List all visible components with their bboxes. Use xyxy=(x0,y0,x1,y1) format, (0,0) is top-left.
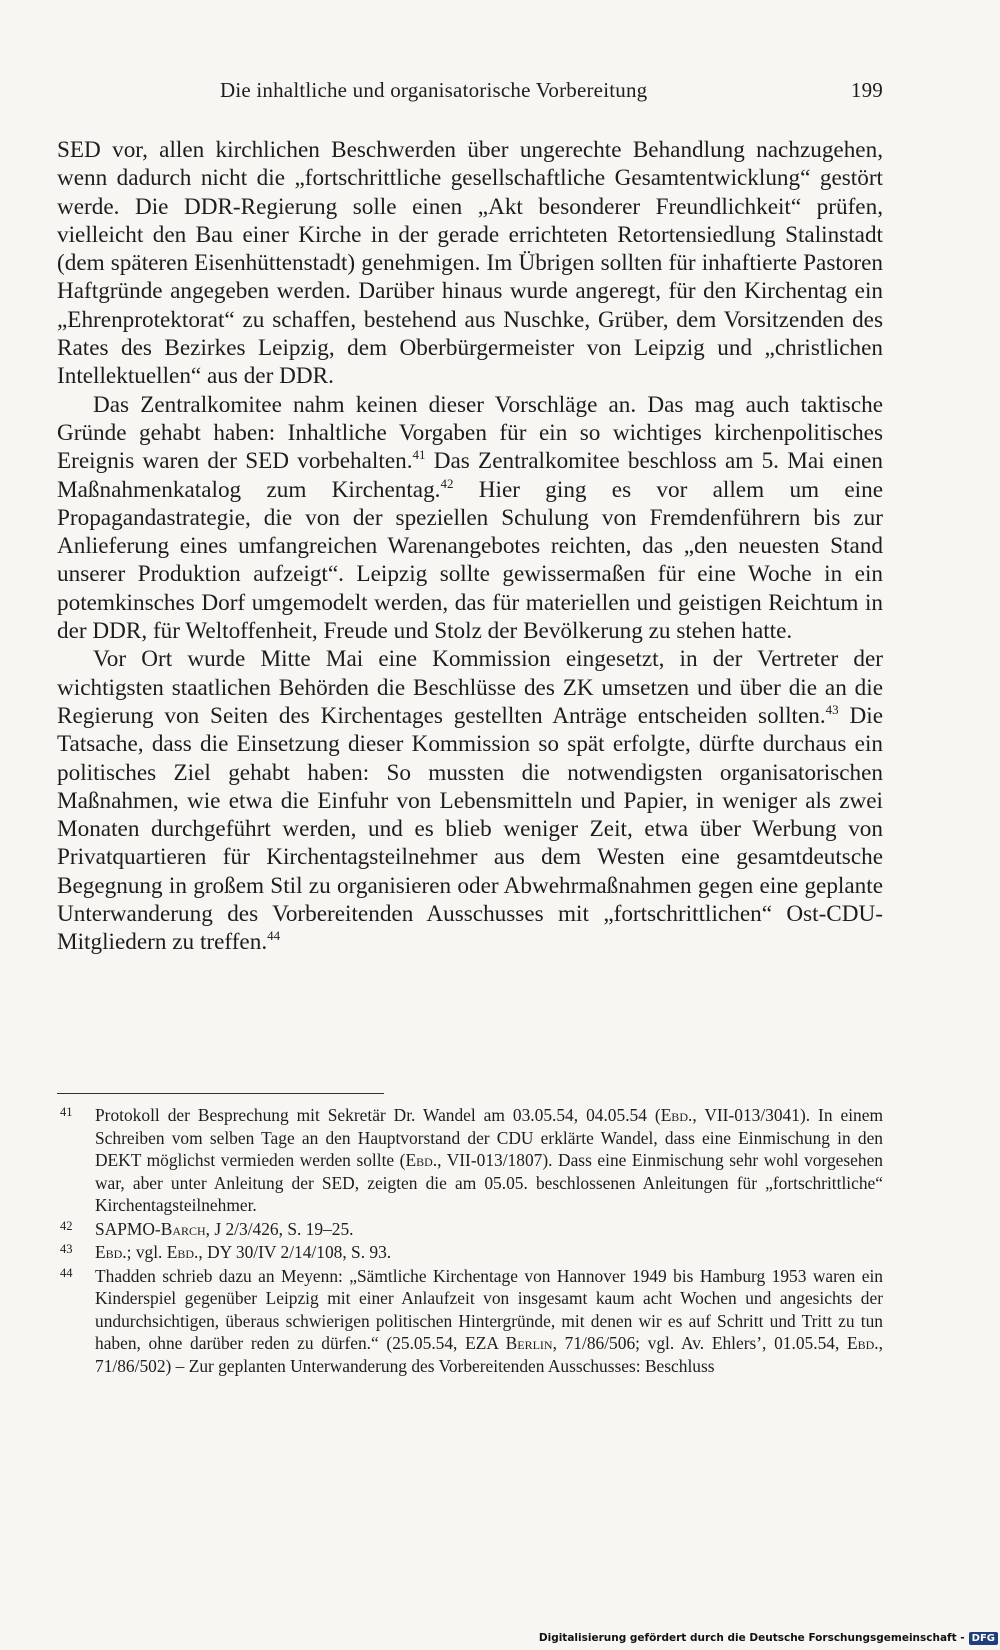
small-caps-run: arch xyxy=(172,1218,206,1239)
text-run: Das Zentralkomitee nahm keinen dieser Vorschläge an. Das mag auch taktische Gründe gehabt haben: Inhaltliche Vorgaben für ein so wichtiges kirchenpolitisches Ereignis waren der SED vorbehalten. xyxy=(57,391,883,475)
text-run: Das Zentralkomitee beschloss am 5. Mai einen Maßnahmenkatalog zum Kirchentag. xyxy=(57,448,883,503)
text-run: , J 2/3/426, S. 19–25. xyxy=(205,1218,354,1239)
footnote-number: 43 xyxy=(60,1242,73,1256)
footnote-reference: 44 xyxy=(267,928,281,944)
digitization-footer xyxy=(539,1628,998,1648)
footnotes xyxy=(57,1104,883,1378)
footer-credit: Digitalisierung gefördert durch die Deutsche Forschungsgemeinschaft - xyxy=(538,1632,965,1644)
dfg-logo: DFG xyxy=(969,1632,998,1645)
text-run: ; vgl. xyxy=(126,1242,167,1262)
paragraph xyxy=(57,136,883,391)
small-caps-run: Berlin xyxy=(505,1333,553,1353)
text-run: , VII-013/3041). In einem Schreiben vom selben Tage an den Hauptvorstand der CDU erklärte Wandel, dass eine Einmischung in den DEKT möglichst vermieden werden sollte ( xyxy=(95,1105,883,1170)
text-run: SAPMO-B xyxy=(95,1218,173,1239)
footnote-reference: 43 xyxy=(825,701,839,717)
footnote-number: 42 xyxy=(60,1218,73,1233)
footnote-number: 41 xyxy=(60,1105,73,1119)
text-run: , 71/86/506; vgl. Av. Ehlers’, 01.05.54, xyxy=(552,1333,847,1353)
footnote xyxy=(57,1218,883,1241)
text-run: Thadden schrieb dazu an Meyenn: „Sämtliche Kirchentage von Hannover 1949 bis Hamburg 1953 waren ein Kinderspiel gegenüber Leipzig mit einer Anlaufzeit von insgesamt kaum acht Wochen und angesichts der undurchsichtigen, überaus schwierigen politischen Hintergründe, mit denen wir es auf Schritt und Tritt zu tun haben, ohne darüber reden zu dürfen.“ (25.05.54, EZA xyxy=(95,1265,883,1353)
main-text xyxy=(57,136,883,957)
page-number: 199 xyxy=(850,78,883,102)
paragraph xyxy=(57,391,883,646)
text-run: Vor Ort wurde Mitte Mai eine Kommission eingesetzt, in der Vertreter der wichtigsten staatlichen Behörden die Beschlüsse des ZK umsetzen und über die an die Regierung von Seiten des Kirchentages gestellten Anträge entscheiden sollten. xyxy=(57,646,883,729)
paragraph xyxy=(57,645,883,956)
footnote-reference: 41 xyxy=(412,447,426,463)
text-run: Hier ging es vor allem um eine Propagandastrategie, die von der speziellen Schulung von Fremdenführern bis zur Anlieferung eines umfangreichen Warenangebotes reichten, das „den neuesten Stand unserer Produktion aufzeigt“. Leipzig sollte gewissermaßen für eine Woche in ein potemkinsches Dorf umgemodelt werden, das für materiellen und geistigen Reichtum in der DDR, für Weltoffenheit, Freude und Stolz der Bevölkerung zu stehen hatte. xyxy=(57,476,883,645)
small-caps-run: Ebd. xyxy=(847,1333,879,1353)
footnote-reference: 42 xyxy=(440,475,454,491)
text-run: Die Tatsache, dass die Einsetzung dieser Kommission so spät erfolgte, dürfte durchaus ein politisches Ziel gehabt haben: So mussten die notwendigsten organisatorischen Maßnahmen, wie etwa die Einfuhr von Lebensmitteln und Papier, in weniger als zwei Monaten durchgeführt werden, und es blieb weniger Zeit, etwa über Werbung von Privatquartieren für Kirchentagsteilnehmer aus dem Westen eine gesamtdeutsche Begegnung in großem Stil zu organisieren oder Abwehrmaßnahmen gegen eine geplante Unterwanderung des Vorbereitenden Ausschusses mit „fortschrittlichen“ Ost-CDU-Mitgliedern zu treffen. xyxy=(57,702,883,956)
small-caps-run: Ebd. xyxy=(95,1242,127,1262)
footnote-separator xyxy=(57,1093,384,1094)
running-head xyxy=(58,78,883,108)
footnote-number: 44 xyxy=(60,1265,73,1280)
text-run: SED vor, allen kirchlichen Beschwerden über ungerechte Behandlung nachzugehen, wenn dadurch nicht die „fortschrittliche gesellschaftliche Gesamtentwicklung“ gestört werde. Die DDR-Regierung solle einen „Akt besonderer Freundlichkeit“ prüfen, vielleicht den Bau einer Kirche in der gerade errichteten Retortensiedlung Stalinstadt (dem späteren Eisenhüttenstadt) genehmigen. Im Übrigen sollten für inhaftierte Pastoren Haftgründe angegeben werden. Darüber hinaus wurde angeregt, für den Kirchentag ein „Ehrenprotektorat“ zu schaffen, bestehend aus Nuschke, Grüber, dem Vorsitzenden des Rates des Bezirkes Leipzig, dem Oberbürgermeister von Leipzig und „christlichen Intellektuellen“ aus der DDR. xyxy=(57,137,883,390)
small-caps-run: Ebd. xyxy=(166,1242,199,1262)
text-run: , DY 30/IV 2/14/108, S. 93. xyxy=(198,1242,392,1262)
footnote xyxy=(57,1241,883,1264)
running-head-title: Die inhaltliche und organisatorische Vorbereitung xyxy=(220,78,648,102)
footnote xyxy=(57,1104,883,1217)
footnote xyxy=(57,1265,883,1378)
small-caps-run: Ebd. xyxy=(660,1105,693,1125)
text-run: , 71/86/502) – Zur geplanten Unterwanderung des Vorbereitenden Ausschusses: Beschluss xyxy=(95,1333,883,1376)
small-caps-run: Ebd. xyxy=(405,1150,438,1170)
text-run: Protokoll der Besprechung mit Sekretär Dr. Wandel am 03.05.54, 04.05.54 ( xyxy=(95,1105,661,1125)
text-run: , VII-013/1807). Dass eine Einmischung sehr wohl vorgesehen war, aber unter Anleitung der SED, zeigten die am 05.05. beschlossenen Anleitungen für „fortschrittliche“ Kirchentagsteilnehmer. xyxy=(95,1150,883,1215)
